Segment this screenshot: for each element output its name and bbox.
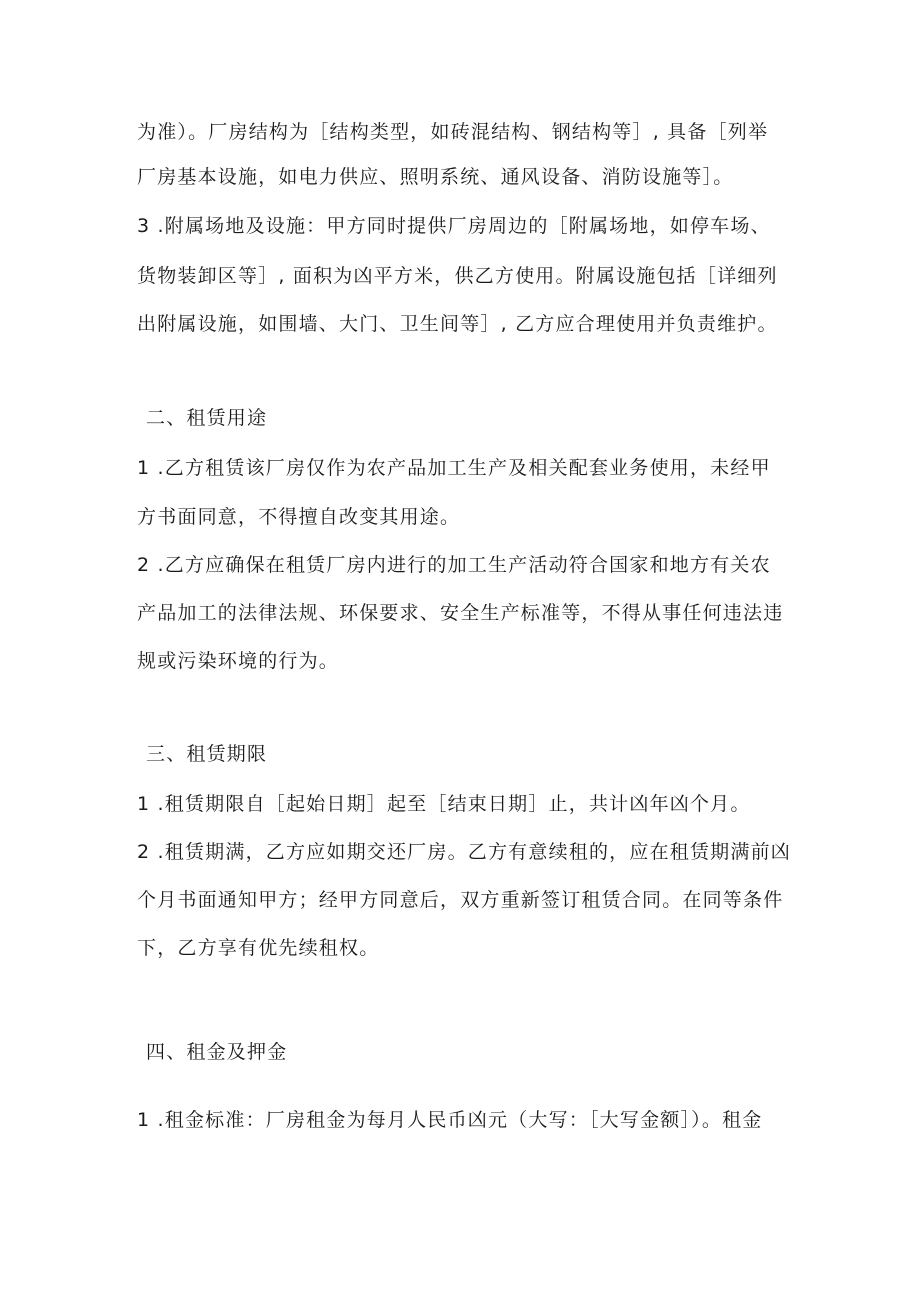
section-4-title: 四、租金及押金 xyxy=(146,1041,288,1063)
section-3-clause-1-line-1: 1 .租赁期限自［起始日期］起至［结束日期］止，共计凶年凶个月。 xyxy=(137,793,751,815)
section-3-clause-2-line-3: 下，乙方享有优先续租权。 xyxy=(137,937,380,959)
section-2-clause-2-line-1: 2 .乙方应确保在租赁厂房内进行的加工生产活动符合国家和地方有关农 xyxy=(137,554,771,576)
section-2-clause-1-line-2: 方书面同意，不得擅自改变其用途。 xyxy=(137,506,461,528)
section-3-clause-2-line-1: 2 .租赁期满，乙方应如期交还厂房。乙方有意续租的，应在租赁期满前凶 xyxy=(137,841,791,863)
clause-1-3-line-1: 3 .附属场地及设施：甲方同时提供厂房周边的［附属场地，如停车场、 xyxy=(137,215,771,237)
clause-1-3-line-3: 出附属设施，如围墙、大门、卫生间等］, 乙方应合理使用并负责维护。 xyxy=(137,313,778,335)
section-4-clause-1-line-1: 1 .租金标准：厂房租金为每月人民币凶元（大写：［大写金额］）。租金 xyxy=(137,1109,763,1131)
section-2-clause-2-line-2: 产品加工的法律法规、环保要求、安全生产标准等，不得从事任何违法违 xyxy=(137,602,784,624)
section-2-clause-1-line-1: 1 .乙方租赁该厂房仅作为农产品加工生产及相关配套业务使用，未经甲 xyxy=(137,457,771,479)
clause-1-3-line-2: 货物装卸区等］, 面积为凶平方米，供乙方使用。附属设施包括［详细列 xyxy=(137,265,778,287)
intro-line-2: 厂房基本设施，如电力供应、照明系统、通风设备、消防设施等］。 xyxy=(137,166,734,188)
section-3-title: 三、租赁期限 xyxy=(146,743,268,765)
section-2-clause-2-line-3: 规或污染环境的行为。 xyxy=(137,650,340,672)
section-2-title: 二、租赁用途 xyxy=(146,407,268,429)
section-3-clause-2-line-2: 个月书面通知甲方；经甲方同意后，双方重新签订租赁合同。在同等条件 xyxy=(137,889,784,911)
intro-line-1: 为准）。厂房结构为［结构类型，如砖混结构、钢结构等］, 具备［列举 xyxy=(137,121,769,143)
